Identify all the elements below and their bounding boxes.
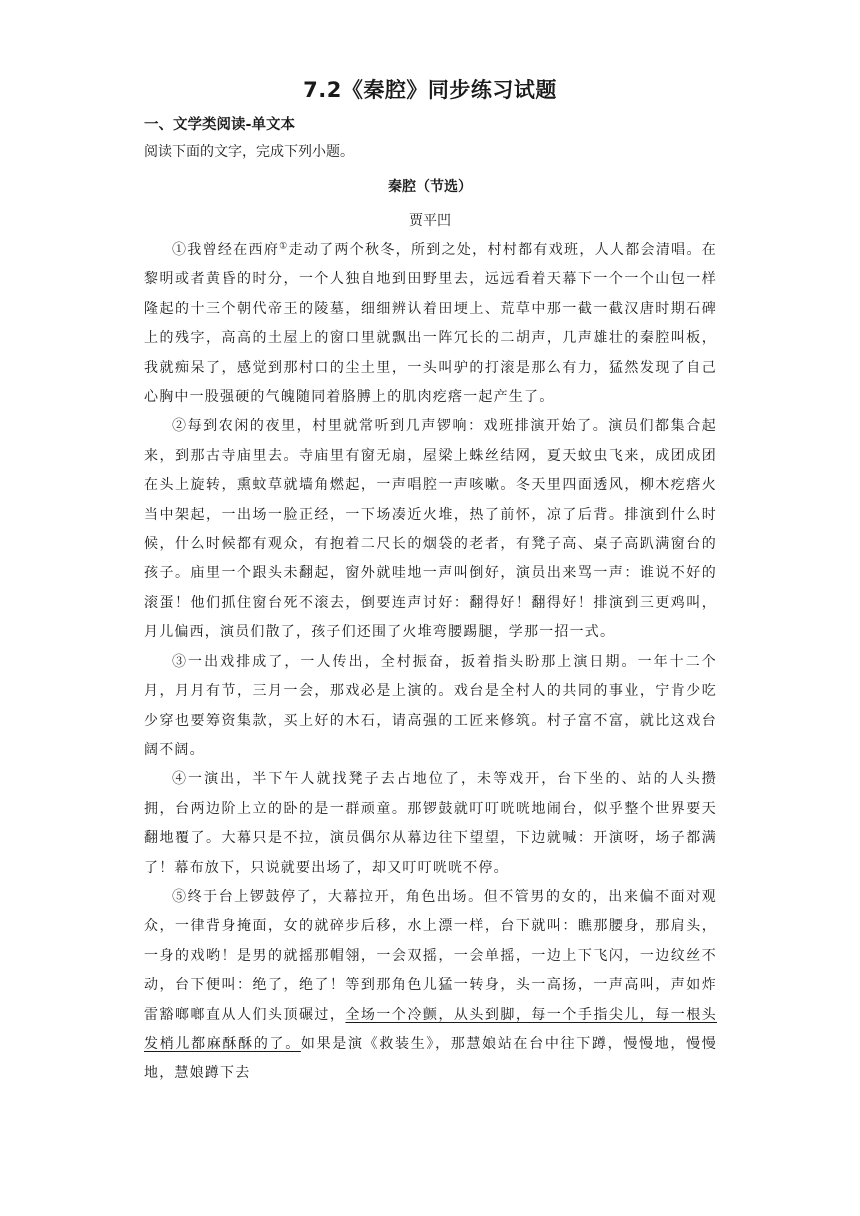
reading-instruction: 阅读下面的文字，完成下列小题。 bbox=[144, 144, 354, 160]
underlined-sentence: 全场一个冷颤，从头到脚，每一个手指尖儿，每一根头发梢儿都麻酥酥的了。 bbox=[144, 1006, 717, 1052]
paragraph-1-start: ①我曾经在西府 bbox=[172, 242, 280, 258]
paragraph-2: ②每到农闲的夜里，村里就常听到几声锣响：戏班排演开始了。演员们都集合起来，到那古寺庙里去。寺庙里有窗无扇，屋梁上蛛丝结网，夏天蚊虫飞来，成团成团在头上旋转，熏蚊草就墙角燃起，一声唱腔一声咳嗽。冬天里四面透风，柳木疙瘩火当中架起，一出场一脸正经，一下场凑近火堆，热了前怀，凉了后背。排演到什么时候，什么时候都有观众，有抱着二尺长的烟袋的老者，有凳子高、桌子高趴满窗台的孩子。庙里一个跟头未翻起，窗外就哇地一声叫倒好，演员出来骂一声：谁说不好的滚蛋！他们抓住窗台死不滚去，倒要连声讨好：翻得好！翻得好！排演到三更鸡叫，月儿偏西，演员们散了，孩子们还围了火堆弯腰踢腿，学那一招一式。 bbox=[144, 418, 717, 641]
paragraph-4: ④一演出，半下午人就找凳子去占地位了，未等戏开，台下坐的、站的人头攒拥，台两边阶上立的卧的是一群顽童。那锣鼓就叮叮咣咣地闹台，似乎整个世界要天翻地覆了。大幕只是不拉，演员偶尔从幕边往下望望，下边就喊：开演呀，场子都满了！幕布放下，只说就要出场了，却又叮叮咣咣不停。 bbox=[144, 771, 717, 876]
article-title: 秦腔（节选） bbox=[388, 179, 472, 195]
article-body bbox=[144, 236, 717, 1089]
document-title: 7.2《秦腔》同步练习试题 bbox=[303, 78, 557, 102]
paragraph-5-start: ⑤终于台上锣鼓停了，大幕拉开，角色出场。但不管男的女的，出来偏不面对观众，一律背身掩面，女的就碎步后移，水上漂一样，台下就叫：瞧那腰身，那肩头，一身的戏哟！是男的就摇那帽翎，一会双摇，一会单摇，一边上下飞闪，一边纹丝不动，台下便叫：绝了，绝了！等到那角色儿猛一转身，头一高扬，一声高叫，声如炸雷豁啷啷直从人们头顶碾过， bbox=[144, 888, 717, 1023]
paragraph-1 bbox=[144, 236, 717, 412]
paragraph-3: ③一出戏排成了，一人传出，全村振奋，扳着指头盼那上演日期。一年十二个月，月月有节，三月一会，那戏必是上演的。戏台是全村人的共同的事业，宁肯少吃少穿也要筹资集款，买上好的木石，请高强的工匠来修筑。村子富不富，就比这戏台阔不阔。 bbox=[144, 653, 717, 758]
footnote-mark: ① bbox=[279, 241, 289, 252]
article-author: 贾平凹 bbox=[409, 213, 451, 229]
paragraph-1-rest: 走动了两个秋冬，所到之处，村村都有戏班，人人都会清唱。在黎明或者黄昏的时分，一个人独自地到田野里去，远远看着天幕下一个一个山包一样隆起的十三个朝代帝王的陵墓，细细辨认着田埂上、荒草中那一截一截汉唐时期石碑上的残字，高高的土屋上的窗口里就飘出一阵冗长的二胡声，几声雄壮的秦腔叫板，我就痴呆了，感觉到那村口的尘土里，一头叫驴的打滚是那么有力，猛然发现了自己心胸中一股强硬的气魄随同着胳膊上的肌肉疙瘩一起产生了。 bbox=[144, 242, 717, 406]
section-heading: 一、文学类阅读-单文本 bbox=[144, 117, 296, 133]
paragraph-5-rest: 如果是演《救装生》，那慧娘站在台中往下蹲，慢慢地，慢慢地，慧娘蹲下去 bbox=[144, 1035, 717, 1082]
paragraph-5 bbox=[144, 883, 717, 1089]
